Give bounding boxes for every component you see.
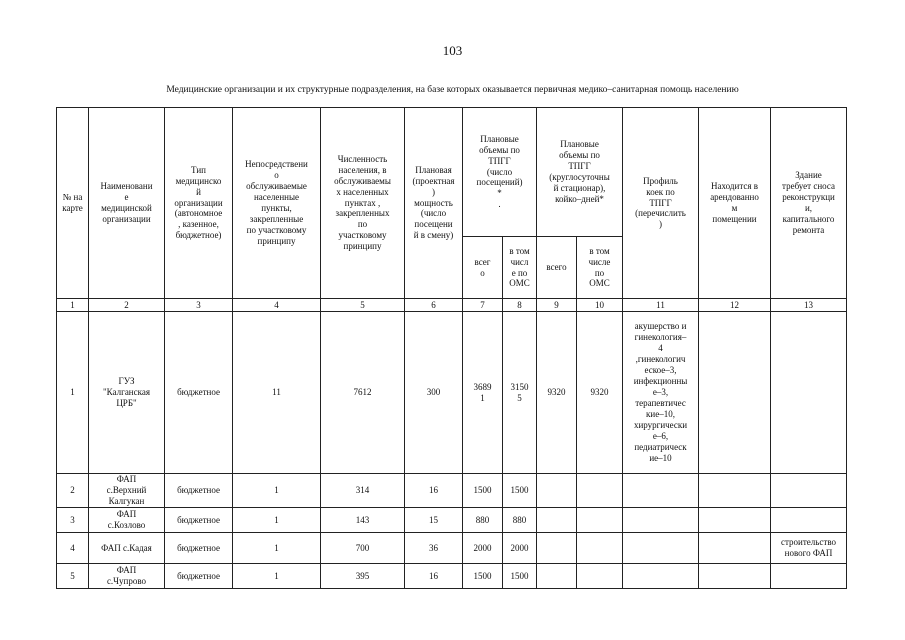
column-number: 1 — [57, 299, 89, 312]
cell-beds-total — [537, 564, 577, 589]
cell-visits-oms: 1500 — [503, 474, 537, 508]
column-number: 7 — [463, 299, 503, 312]
header-planned-bed-days: Плановые объемы по ТПГГ (круглосуточны й стационар), койко–дней* — [537, 108, 623, 237]
table-row — [57, 508, 847, 533]
cell-beds-oms — [577, 564, 623, 589]
cell-leased-premises — [699, 312, 771, 474]
cell-beds-oms — [577, 474, 623, 508]
cell-leased-premises — [699, 474, 771, 508]
column-number: 2 — [89, 299, 165, 312]
cell-visits-oms: 880 — [503, 508, 537, 533]
table-row — [57, 474, 847, 508]
cell-organization-type: бюджетное — [165, 474, 233, 508]
cell-beds-total — [537, 508, 577, 533]
cell-organization-name: ФАП с.Верхний Калгукан — [89, 474, 165, 508]
header-planned-visits: Плановые объемы по ТПГГ (число посещений) * . — [463, 108, 537, 237]
cell-beds-oms — [577, 508, 623, 533]
cell-visits-total: 2000 — [463, 533, 503, 564]
cell-organization-name: ФАП с.Кадая — [89, 533, 165, 564]
cell-leased-premises — [699, 508, 771, 533]
column-number: 3 — [165, 299, 233, 312]
cell-visits-oms: 3150 5 — [503, 312, 537, 474]
cell-map-number: 4 — [57, 533, 89, 564]
cell-organization-type: бюджетное — [165, 312, 233, 474]
cell-population: 395 — [321, 564, 405, 589]
cell-served-settlements: 1 — [233, 564, 321, 589]
page-number: 103 — [442, 43, 463, 58]
cell-population: 700 — [321, 533, 405, 564]
medical-organizations-table — [56, 107, 847, 589]
cell-beds-oms — [577, 533, 623, 564]
header-beds-oms: в том числе по ОМС — [577, 237, 623, 299]
cell-visits-oms: 1500 — [503, 564, 537, 589]
cell-map-number: 5 — [57, 564, 89, 589]
cell-map-number: 3 — [57, 508, 89, 533]
cell-visits-total: 880 — [463, 508, 503, 533]
cell-bed-profile — [623, 474, 699, 508]
cell-population: 314 — [321, 474, 405, 508]
column-number: 12 — [699, 299, 771, 312]
cell-building-condition — [771, 312, 847, 474]
cell-organization-name: ГУЗ "Калганская ЦРБ" — [89, 312, 165, 474]
header-organization-type: Тип медицинско й организации (автономное , казенное, бюджетное) — [165, 108, 233, 299]
cell-bed-profile — [623, 533, 699, 564]
cell-bed-profile — [623, 564, 699, 589]
cell-beds-total — [537, 533, 577, 564]
cell-served-settlements: 1 — [233, 508, 321, 533]
cell-planned-capacity: 16 — [405, 564, 463, 589]
table-row — [57, 564, 847, 589]
cell-population: 7612 — [321, 312, 405, 474]
header-organization-name: Наименовани е медицинской организации — [89, 108, 165, 299]
column-number: 4 — [233, 299, 321, 312]
cell-building-condition — [771, 508, 847, 533]
document-title: Медицинские организации и их структурные подразделения, на базе которых оказывается первичная медико–санитарная помощь населению — [166, 85, 739, 95]
cell-organization-type: бюджетное — [165, 564, 233, 589]
header-visits-oms: в том числ е по ОМС — [503, 237, 537, 299]
table-row — [57, 312, 847, 474]
cell-organization-type: бюджетное — [165, 533, 233, 564]
cell-planned-capacity: 300 — [405, 312, 463, 474]
cell-map-number: 1 — [57, 312, 89, 474]
cell-leased-premises — [699, 564, 771, 589]
cell-bed-profile: акушерство и гинекология– 4 ,гинекологич еское–3, инфекционны е–3, терапевтичес кие–10, хирургически е–6, педиатрическ ие–10 — [623, 312, 699, 474]
header-bed-profile: Профиль коек по ТПГГ (перечислить ) — [623, 108, 699, 299]
column-number: 5 — [321, 299, 405, 312]
cell-served-settlements: 1 — [233, 533, 321, 564]
column-number: 13 — [771, 299, 847, 312]
cell-map-number: 2 — [57, 474, 89, 508]
cell-organization-name: ФАП с.Козлово — [89, 508, 165, 533]
header-planned-capacity: Плановая (проектная ) мощность (число посещени й в смену) — [405, 108, 463, 299]
cell-planned-capacity: 36 — [405, 533, 463, 564]
cell-bed-profile — [623, 508, 699, 533]
cell-visits-oms: 2000 — [503, 533, 537, 564]
header-leased-premises: Находится в арендованно м помещении — [699, 108, 771, 299]
table-row — [57, 533, 847, 564]
cell-building-condition — [771, 564, 847, 589]
column-number: 10 — [577, 299, 623, 312]
cell-organization-name: ФАП с.Чупрово — [89, 564, 165, 589]
cell-building-condition — [771, 474, 847, 508]
header-population: Численность населения, в обслуживаемы х населенных пунктах , закрепленных по участковому принципу — [321, 108, 405, 299]
cell-leased-premises — [699, 533, 771, 564]
column-number: 9 — [537, 299, 577, 312]
cell-population: 143 — [321, 508, 405, 533]
cell-beds-total — [537, 474, 577, 508]
column-number: 8 — [503, 299, 537, 312]
header-beds-total: всего — [537, 237, 577, 299]
column-number: 6 — [405, 299, 463, 312]
cell-beds-total: 9320 — [537, 312, 577, 474]
cell-beds-oms: 9320 — [577, 312, 623, 474]
header-served-settlements: Непосредствени о обслуживаемые населенные пункты, закрепленные по участковому принципу — [233, 108, 321, 299]
cell-building-condition: строительство нового ФАП — [771, 533, 847, 564]
header-building-condition: Здание требует сноса реконструкци и, капитального ремонта — [771, 108, 847, 299]
cell-visits-total: 1500 — [463, 564, 503, 589]
cell-visits-total: 3689 1 — [463, 312, 503, 474]
cell-served-settlements: 1 — [233, 474, 321, 508]
cell-planned-capacity: 16 — [405, 474, 463, 508]
column-number: 11 — [623, 299, 699, 312]
cell-served-settlements: 11 — [233, 312, 321, 474]
header-map-number: № на карте — [57, 108, 89, 299]
cell-planned-capacity: 15 — [405, 508, 463, 533]
cell-visits-total: 1500 — [463, 474, 503, 508]
cell-organization-type: бюджетное — [165, 508, 233, 533]
header-visits-total: всег о — [463, 237, 503, 299]
column-number-row — [57, 299, 847, 312]
